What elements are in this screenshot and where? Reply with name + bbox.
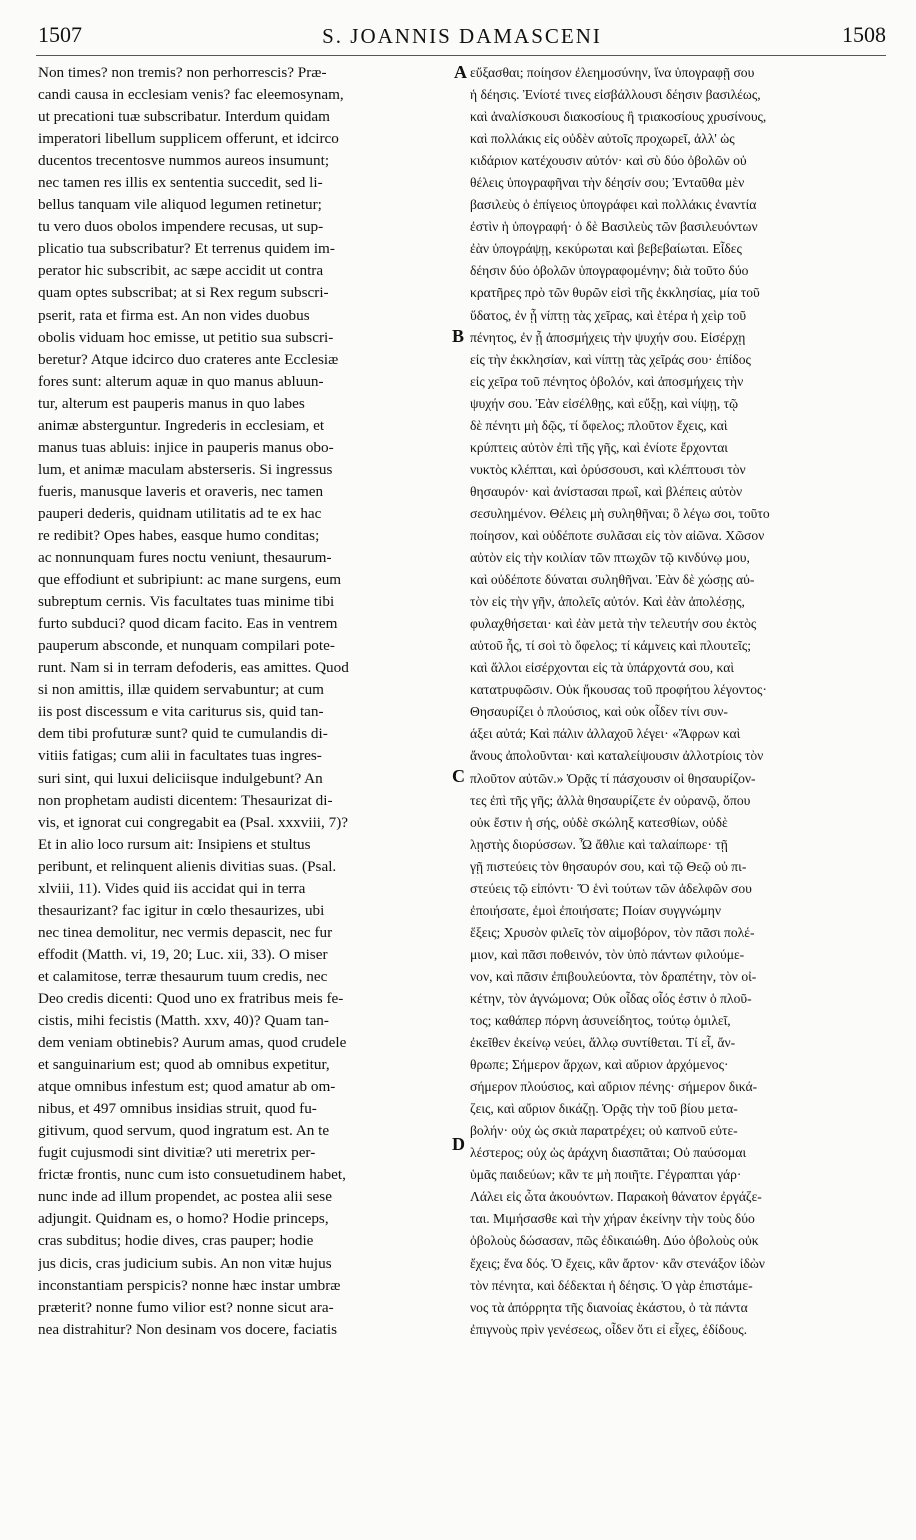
latin-text-line: quam optes subscribat; at si Rex regum subscri- — [38, 284, 329, 302]
latin-text-line: nec tamen res illis ex sententia succedit, sed li- — [38, 174, 323, 192]
latin-text-line: beretur? Atque idcirco duo crateres ante Ecclesiæ — [38, 350, 339, 368]
latin-text-line: nea distrahitur? Non desinam vos docere, faciatis — [38, 1320, 338, 1338]
latin-column — [38, 62, 448, 1341]
greek-text-line: ὕδατος, ἐν ᾗ νίπτῃ τὰς χεῖρας, καὶ ἑτέρα ἡ χεὶρ τοῦ — [470, 307, 747, 323]
greek-text-line: λέστερος; οὐχ ὡς ἀράχνη διασπᾶται; Οὐ παύσομαι — [470, 1145, 747, 1161]
latin-text-line: lum, et animæ maculam absterseris. Si ingressus — [38, 460, 333, 478]
latin-text-line: effodit (Matth. vi, 19, 20; Luc. xii, 33). O miser — [38, 945, 328, 963]
greek-text-line: ἐστὶν ἡ ὑπογραφή· ὁ δὲ Βασιλεὺς τῶν βασιλευόντων — [470, 219, 758, 235]
latin-text-line: perator hic subscribit, ac sæpe accidit ut contra — [38, 262, 324, 280]
latin-text-line: obolis viduam hoc emisse, ut petitio sua subscri- — [38, 328, 334, 346]
latin-text-line: ac nonnunquam fures noctu veniunt, thesaurum- — [38, 549, 332, 567]
greek-text-line: σήμερον πλούσιος, καὶ αὔριον πένης· σήμερον δικά- — [470, 1079, 758, 1095]
latin-text-line: suri sint, qui luxui deliciisque indulgebunt? An — [38, 769, 323, 787]
latin-text-line: dem veniam obtinebis? Aurum amas, quod crudele — [38, 1034, 347, 1052]
greek-text-line: ἐκεῖθεν ἐκείνῳ νεύει, ἄλλῳ συντίθεται. Τί εἶ, ἄν- — [470, 1035, 736, 1051]
greek-text-line: μιον, καὶ πᾶσι ποθεινόν, τὸν ὑπὸ πάντων φιλούμε- — [470, 946, 745, 962]
greek-text-line: κατατρυφῶσιν. Οὐκ ἤκουσας τοῦ προφήτου λέγοντος· — [470, 682, 767, 698]
greek-text-line: γῇ πιστεύεις τὸν θησαυρόν σου, καὶ τῷ Θεῷ οὐ πι- — [470, 858, 747, 874]
latin-text-line: candi causa in ecclesiam venis? fac eleemosynam, — [38, 86, 344, 104]
latin-text-line: fueris, manusque laveris et oraveris, nec tamen — [38, 482, 324, 500]
greek-text-line: τος; καθάπερ πόρνη ἀσυνείδητος, τούτῳ ὁμιλεῖ, — [470, 1013, 731, 1029]
latin-text-line: bellus tanquam vile aliquod legumen retinetur; — [38, 196, 322, 214]
greek-text-line: εἰς χεῖρα τοῦ πένητος ὀβολόν, καὶ ἀποσμήχεις τὴν — [470, 373, 744, 389]
greek-text-line: δέησιν δύο ὀβολῶν ὑπογραφομένην; διὰ τοῦτο δύο — [470, 263, 749, 279]
latin-text-line: tur, alterum est pauperis manus in quo labes — [38, 394, 305, 412]
greek-text-line: βολήν· οὐχ ὡς σκιὰ παρατρέχει; οὐ καπνοῦ εὐτε- — [470, 1123, 738, 1139]
greek-text-line: ἐποιήσατε, ἐμοὶ ἐποιήσατε; Ποίαν συγγνώμην — [470, 902, 721, 918]
greek-text-line: ἐὰν ὑπογράψῃ, κεκύρωται καὶ βεβεβαίωται. Εἶδες — [470, 241, 742, 257]
latin-text-line: vis, et ignorat cui congregabit ea (Psal. xxxviii, 7)? — [38, 813, 348, 831]
greek-text-line: αὐτοῦ ἦς, τί σοὶ τὸ ὄφελος; τί κάμνεις καὶ πλουτεῖς; — [470, 638, 752, 654]
greek-text-line: καὶ πολλάκις εἰς οὐδὲν αὐτοῖς προχωρεῖ, ἀλλ' ὡς — [470, 131, 735, 147]
latin-text-line: thesaurizant? fac igitur in cœlo thesaurizes, ubi — [38, 901, 325, 919]
greek-text-line: ἕξεις; Χρυσὸν φιλεῖς τὸν αἱμοβόρον, τὸν πᾶσι πολέ- — [470, 924, 755, 940]
greek-text-line: στεύεις τῷ εἰπόντι· Ὅ ἑνὶ τούτων τῶν ἀδελφῶν σου — [470, 880, 752, 896]
latin-text-line: plicatio tua subscribatur? Et terrenus quidem im- — [38, 240, 335, 258]
greek-text-line: θησαυρόν· καὶ ἀνίστασαι πρωΐ, καὶ βλέπεις αὐτὸν — [470, 483, 743, 499]
latin-text-line: et sanguinarium est; quod ab omnibus expetitur, — [38, 1056, 330, 1074]
latin-text-line: pserit, rata et firma est. An non vides duobus — [38, 306, 310, 324]
latin-text-line: inconstantiam perspicis? nonne hæc instar umbræ — [38, 1276, 341, 1294]
margin-letter-c: C — [452, 766, 465, 786]
latin-text-line: adjungit. Quidnam es, o homo? Hodie princeps, — [38, 1210, 329, 1228]
latin-text-line: non prophetam audisti dicentem: Thesaurizat di- — [38, 791, 333, 809]
page-number-right: 1508 — [842, 22, 886, 47]
margin-letter-a: A — [454, 62, 467, 82]
greek-text-line: κιδάριον κατέχουσιν αὐτόν· καὶ σὺ δύο ὀβολῶν οὐ — [470, 153, 747, 169]
greek-text-line: νον, καὶ πᾶσιν ἐπιβουλεύοντα, τὸν δραπέτην, τὸν οἰ- — [470, 968, 757, 984]
greek-text-line: ἡ δέησις. Ἐνίοτέ τινες εἰσβάλλουσι δέησιν βασιλέως, — [470, 87, 761, 103]
greek-text-line: ἔχεις; ἕνα δός. Ὁ ἔχεις, κἂν ἄρτον· κἂν στενάξον ἰδὼν — [470, 1255, 765, 1271]
page-title: S. JOANNIS DAMASCENI — [322, 24, 602, 48]
margin-letter-d: D — [452, 1134, 465, 1154]
greek-text-line: ζεις, καὶ αὔριον δικάζῃ. Ὁρᾷς τὴν τοῦ βίου μετα- — [470, 1101, 738, 1117]
greek-text-line: καὶ ἀναλίσκουσι διακοσίους ἢ τριακοσίους χρυσίνους, — [470, 109, 767, 125]
latin-text-line: pauperum absconde, et nunquam compilari pote- — [38, 637, 335, 655]
greek-text-line: Θησαυρίζει ὁ πλούσιος, καὶ οὐκ οἶδεν τίνι συν- — [470, 704, 728, 720]
latin-text-line: iis post discessum e vita cariturus sis, quid tan- — [38, 703, 324, 721]
greek-text-line: τες ἐπὶ τῆς γῆς; ἀλλὰ θησαυρίζετε ἐν οὐρανῷ, ὅπου — [470, 792, 751, 808]
greek-text-line: σεσυλημένον. Θέλεις μὴ συληθῆναι; ὃ λέγω σοι, τοῦτο — [470, 505, 770, 521]
greek-text-line: νος τὰ ἀπόρρητα τῆς διανοίας ἑκάστου, ὁ τὰ πάντα — [470, 1299, 748, 1315]
latin-text-line: fugit cujusmodi sint divitiæ? uti meretrix per- — [38, 1144, 316, 1162]
running-header — [38, 18, 886, 50]
greek-text-line: εἰς τὴν ἐκκλησίαν, καὶ νίπτῃ τὰς χεῖράς σου· ἐπίδος — [470, 351, 751, 367]
greek-text-line: κρύπτεις αὐτὸν ἐπὶ τῆς γῆς, καὶ ἐνίοτε ἔρχονται — [470, 439, 728, 455]
greek-text-line: κέτην, τὸν ἀγνώμονα; Οὐκ οἶδας οἷός ἐστιν ὁ πλοῦ- — [470, 990, 752, 1006]
latin-text-line: Deo credis dicenti: Quod uno ex fratribus meis fe- — [38, 989, 344, 1007]
greek-text-line: πένητος, ἐν ᾗ ἀποσμήχεις τὴν ψυχήν σου. Εἰσέρχῃ — [470, 329, 746, 345]
latin-text-line: re redibit? Opes habes, easque humo conditas; — [38, 526, 320, 544]
latin-text-line: frictæ frontis, nunc cum isto consuetudinem habet, — [38, 1166, 346, 1184]
greek-text-line: νυκτὸς κλέπται, καὶ ὀρύσσουσι, καὶ κλέπτουσι τὸν — [470, 461, 746, 477]
greek-text-line: κρατῆρες πρὸ τῶν θυρῶν εἰσὶ τῆς ἐκκλησίας, μία τοῦ — [470, 285, 760, 301]
latin-text-line: pauperi dederis, quidnam utilitatis ad te ex hac — [38, 504, 322, 522]
greek-text-line: καὶ ἄλλοι εἰσέρχονται εἰς τὰ ὑπάρχοντά σου, καὶ — [470, 660, 735, 676]
latin-text-line: furto subduci? quod dicam facito. Eas in ventrem — [38, 615, 338, 633]
latin-text-line: manus tuas abluis: injice in pauperis manus obo- — [38, 438, 334, 456]
latin-text-line: Et in alio loco rursum ait: Insipiens et stultus — [38, 835, 311, 853]
latin-text-line: fores sunt: alterum aquæ in quo manus abluun- — [38, 372, 324, 390]
latin-text-line: ut precationi tuæ subscribatur. Interdum quidam — [38, 108, 330, 126]
latin-text-line: gitivum, quod servum, quod ingratum est. An te — [38, 1122, 330, 1140]
greek-text-line: πλοῦτον αὐτῶν.» Ὁρᾷς τί πάσχουσιν οἱ θησαυρίζον- — [470, 770, 756, 786]
greek-text-line: ἐπιγνοὺς πρὶν γενέσεως, οἶδεν ὅτι εἰ εἶχες, ἐδίδους. — [470, 1321, 748, 1337]
latin-text-line: præterit? nonne fumo vilior est? nonne sicut ara- — [38, 1298, 334, 1316]
greek-text-line: φυλαχθήσεται· καὶ ἐὰν μετὰ τὴν τελευτήν σου ἐκτὸς — [470, 616, 757, 632]
greek-text-line: ποίησον, καὶ οὐδέποτε συλᾶσαι εἰς τὸν αἰῶνα. Χῶσον — [470, 527, 765, 543]
margin-letter-b: B — [452, 326, 465, 346]
greek-text-line: καὶ οὐδέποτε δύναται συληθῆναι. Ἐὰν δὲ χώσῃς αὐ- — [470, 572, 755, 588]
latin-text-line: nibus, et 497 omnibus insidias struit, quod fu- — [38, 1100, 317, 1118]
latin-text-line: dem tibi profuturæ sunt? quid te cumulandis di- — [38, 725, 328, 743]
greek-text-line: τὸν πένητα, καὶ δέδεκται ἡ δέησις. Ὁ γὰρ ἐπιστάμε- — [470, 1277, 753, 1293]
greek-text-line: άξει αὐτά; Καὶ πάλιν ἀλλαχοῦ λέγει· «Ἄφρων καὶ — [470, 726, 741, 742]
greek-text-line: βασιλεὺς ὁ ἐπίγειος ὑπογράφει καὶ πολλάκις ἐναντία — [470, 197, 757, 213]
latin-text-line: que effodiunt et subripiunt: ac mane surgens, eum — [38, 571, 342, 589]
latin-text-line: tu vero duos obolos impendere recusas, ut sup- — [38, 218, 324, 236]
latin-text-line: runt. Nam si in terram defoderis, eas amittes. Quod — [38, 659, 349, 677]
latin-text-line: subreptum cernis. Vis facultates tuas minime tibi — [38, 593, 335, 611]
greek-text-line: ὀβολοὺς δώσασαν, πῶς ἐδικαιώθη. Δύο ὀβολοὺς οὐκ — [470, 1233, 759, 1249]
latin-text-line: vitiis fatigas; cum alii in facultates tuas ingres- — [38, 747, 322, 765]
latin-text-line: nunc inde ad illum propendet, ac postea alii sese — [38, 1188, 332, 1206]
latin-text-line: xlviii, 11). Vides quid iis accidat qui in terra — [38, 879, 306, 897]
greek-text-line: ὑμᾶς παιδεύων; κἂν τε μὴ ποιῆτε. Γέγραπται γάρ· — [470, 1167, 742, 1183]
header-rule — [36, 55, 886, 56]
greek-text-line: ψυχήν σου. Ἐὰν εἰσέλθῃς, καὶ εὔξῃ, καὶ νίψῃ, τῷ — [470, 395, 739, 411]
greek-text-line: αὐτὸν εἰς τὴν κοιλίαν τῶν πτωχῶν τῷ κινδύνῳ μου, — [470, 550, 750, 566]
latin-text-line: Non times? non tremis? non perhorrescis? Præ- — [38, 64, 327, 81]
latin-text-line: atque omnibus infestum est; quod amatur ab om- — [38, 1078, 336, 1096]
latin-text-line: animæ absterguntur. Ingrederis in ecclesiam, et — [38, 416, 325, 434]
latin-text-line: jus dicis, cras judicium subis. An non vitæ hujus — [38, 1254, 332, 1272]
greek-text-line: τὸν εἰς τὴν γῆν, ἀπολεῖς αὐτόν. Καὶ ἐὰν ἀπολέσῃς, — [470, 594, 745, 610]
latin-text-line: imperatori libellum supplicem offerunt, et idcirco — [38, 130, 339, 148]
latin-text-line: et calamitose, terræ thesaurum tuum credis, nec — [38, 967, 328, 985]
greek-text-line: εὔξασθαι; ποίησον ἐλεημοσύνην, ἵνα ὑπογραφῇ σου — [470, 65, 755, 80]
greek-column — [470, 62, 904, 1341]
greek-text-line: θέλεις ὑπογραφῆναι τὴν δέησίν σου; Ἐνταῦθα μὲν — [470, 175, 745, 191]
greek-text-line: οὐκ ἔστιν ἡ σής, οὐδὲ σκώληξ κατεσθίων, οὐδὲ — [470, 814, 728, 830]
latin-text-line: si non amittis, illæ quidem servabuntur; at cum — [38, 681, 324, 699]
latin-text-line: peribunt, et relinquent alienis divitias suas. (Psal. — [38, 857, 337, 875]
latin-text-line: ducentos trecentosve nummos aureos insumunt; — [38, 152, 330, 170]
page-number-left: 1507 — [38, 22, 82, 47]
greek-text-line: θρωπε; Σήμερον ἄρχων, καὶ αὔριον ἀρχόμενος· — [470, 1057, 729, 1073]
greek-text-line: ἄνους ἀπολοῦνται· καὶ καταλείψουσιν ἀλλοτρίοις τὸν — [470, 748, 764, 764]
greek-text-line: λῃστὴς διορύσσων. Ὦ ἄθλιε καὶ ταλαίπωρε· τῇ — [470, 836, 728, 852]
latin-text-line: cistis, mihi fecistis (Matth. xxv, 40)? Quam tan- — [38, 1012, 329, 1030]
latin-text-line: cras subditus; hodie dives, cras pauper; hodie — [38, 1232, 314, 1250]
greek-text-line: Λάλει εἰς ὦτα ἀκουόντων. Παρακοὴ θάνατον ἐργάζε- — [470, 1189, 762, 1205]
greek-text-line: ται. Μιμήσασθε καὶ τὴν χήραν ἐκείνην τὴν τοὺς δύο — [470, 1211, 755, 1227]
latin-text-line: nec tinea demolitur, nec vermis depascit, nec fur — [38, 923, 333, 941]
greek-text-line: δὲ πένητι μὴ δῷς, τί ὄφελος; πλοῦτον ἔχεις, καὶ — [470, 417, 728, 433]
